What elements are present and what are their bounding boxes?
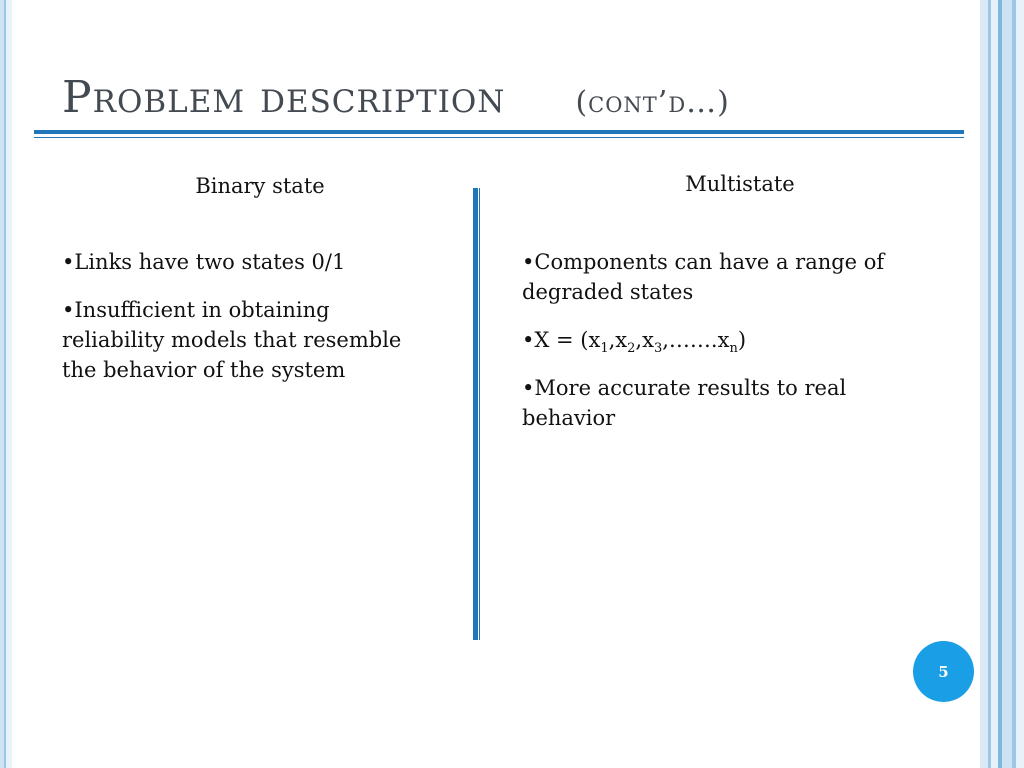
formula-sep-2: ,x xyxy=(635,328,654,352)
title-underline-thin xyxy=(34,137,964,138)
slide-title xyxy=(62,66,962,130)
page-number: 5 xyxy=(938,662,949,681)
right-bullet-3: •More accurate results to real behavior xyxy=(522,376,847,430)
left-decorative-border xyxy=(0,0,12,768)
left-column-heading: Binary state xyxy=(195,174,325,198)
slide-title-suffix: (cont’d…) xyxy=(575,85,730,120)
formula-sub-n: n xyxy=(729,341,738,357)
slide-title-main: Problem description xyxy=(62,72,506,123)
formula-sub-1: 1 xyxy=(600,341,609,357)
right-bullet-formula xyxy=(522,325,897,355)
formula-sep-3: ,…….x xyxy=(662,328,730,352)
right-column-body xyxy=(522,247,897,451)
formula-sep-1: ,x xyxy=(608,328,628,352)
right-decorative-border xyxy=(978,0,1024,768)
left-bullet-1: •Links have two states 0/1 xyxy=(62,250,346,274)
formula-prefix: •X = (x xyxy=(522,328,601,352)
formula-suffix: ) xyxy=(737,328,747,352)
right-column-heading: Multistate xyxy=(685,172,795,196)
left-column-body xyxy=(62,247,412,403)
page-number-badge xyxy=(913,641,974,702)
right-bullet-1: •Components can have a range of degraded states xyxy=(522,250,885,304)
title-underline xyxy=(34,130,964,134)
left-bullet-2: •Insufficient in obtaining reliability models that resemble the behavior of the system xyxy=(62,298,402,382)
formula-sub-2: 2 xyxy=(627,341,636,357)
column-divider xyxy=(473,188,480,640)
formula-sub-3: 3 xyxy=(653,341,663,357)
